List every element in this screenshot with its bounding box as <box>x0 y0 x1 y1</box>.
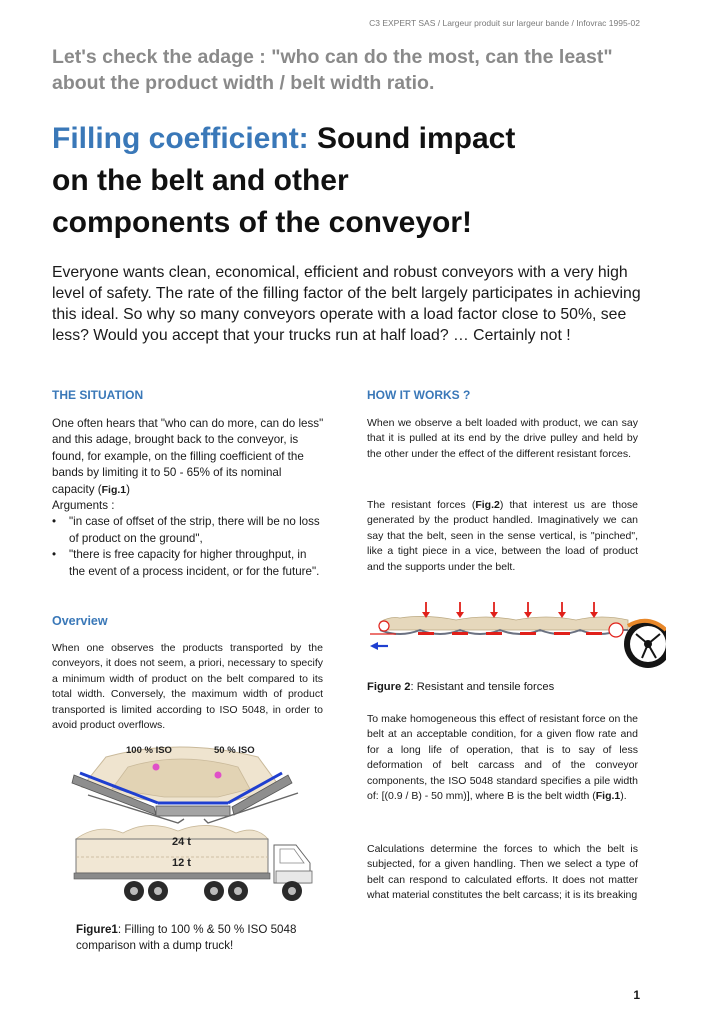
intro-paragraph: Everyone wants clean, economical, efficient and robust conveyors with a very high level of safety. The rate of the filling factor of the belt largely participates in achieving this ideal. So why so many conveyors operate with a load factor close to 50%, see less? Would you accept that your trucks run at half load? … Certainly not ! <box>52 264 641 344</box>
dump-truck <box>74 825 312 901</box>
running-head: C3 EXPERT SAS / Largeur produit sur largeur bande / Infovrac 1995-02 <box>369 18 640 28</box>
figure1-caption-label: Figure1 <box>76 923 118 936</box>
situation-section <box>52 416 324 580</box>
label-50-iso: 50 % ISO <box>214 745 255 756</box>
arguments-label: Arguments : <box>52 499 115 513</box>
arguments-list <box>52 514 324 580</box>
figure1-caption-text: : Filling to 100 % & 50 % ISO 5048 comparison with a dump truck! <box>76 923 297 952</box>
how-heading: HOW IT WORKS ? <box>367 388 471 402</box>
page-title <box>52 118 532 244</box>
situation-text: One often hears that "who can do more, can do less" and this adage, brought back to the conveyor, is found, for example, on the filling coefficient of the bands by limiting it to 50 - 65% of its nominal capacity ( <box>52 417 324 496</box>
situation-heading: THE SITUATION <box>52 388 144 402</box>
how-paragraph-2 <box>367 498 638 575</box>
fig2-ref: Fig.2 <box>475 499 500 511</box>
label-100-iso: 100 % ISO <box>126 745 172 756</box>
figure2-caption-text: : Resistant and tensile forces <box>410 681 555 693</box>
how-p3-text-end: ). <box>620 790 627 803</box>
page-subtitle: Let's check the adage : "who can do the most, can the least" about the product width / belt width ratio. <box>52 46 613 94</box>
figure1-illustration <box>68 745 324 915</box>
drive-pulley <box>624 620 666 668</box>
figure1-caption <box>76 922 324 954</box>
fig1-ref-2: Fig.1 <box>595 790 621 803</box>
figure2-caption <box>367 680 638 695</box>
fig1-ref: Fig.1 <box>101 483 127 496</box>
figure2-caption-label: Figure 2 <box>367 681 411 693</box>
situation-paragraph <box>52 416 324 498</box>
label-12t: 12 t <box>172 857 191 869</box>
title-accent: Filling coefficient: <box>52 122 309 155</box>
how-p2-text-end: ) that interest us are those generated by the product handled. Imaginatively we can say that the belt, seen in the sense vertical, is "pinched", like a tight piece in a vice, between the load of product and the supports under the belt. <box>367 499 638 573</box>
argument-item: • "there is free capacity for higher throughput, in the event of a process incident, or for the future". <box>52 547 324 580</box>
how-p2-text: The resistant forces ( <box>367 499 476 511</box>
overview-paragraph: When one observes the products transported by the conveyors, it does not seem, a priori, necessary to specify a minimum width of product on the belt compared to its total width. Conversely, the maximum width of product transported is limited according to ISO 5048, in order to avoid product overflows. <box>52 642 323 732</box>
figure2-illustration <box>366 600 666 672</box>
argument-item: • "in case of offset of the strip, there will be no loss of product on the ground", <box>52 514 324 547</box>
how-p3-text: To make homogeneous this effect of resistant force on the belt at an acceptable condition, for a given flow rate and for a long life of operation, that is to say of less deformation of belt carcass and of the conveyor components, the ISO 5048 standard specifies a pile width of: [(0.9 / B) - 50 mm)], where B is the belt width ( <box>367 713 638 803</box>
how-paragraph-3 <box>367 712 638 804</box>
how-paragraph-4: Calculations determine the forces to which the belt is subjected, for a given handling. Then we select a type of belt can respond to calculated efforts. It does not matter what material constitutes the belt carcass; it is its breaking <box>367 843 638 902</box>
label-24t: 24 t <box>172 836 191 848</box>
situation-text-end: ) <box>126 482 131 496</box>
how-paragraph-1: When we observe a belt loaded with product, we can say that it is pulled at its end by the drive pulley and held by the other under the effect of the different resistant forces. <box>367 417 638 460</box>
page-number: 1 <box>633 988 640 1002</box>
conveyor-trough <box>72 747 298 823</box>
overview-heading: Overview <box>52 614 108 628</box>
title-rest: Sound impact on the belt and other components of the conveyor! <box>52 122 516 239</box>
